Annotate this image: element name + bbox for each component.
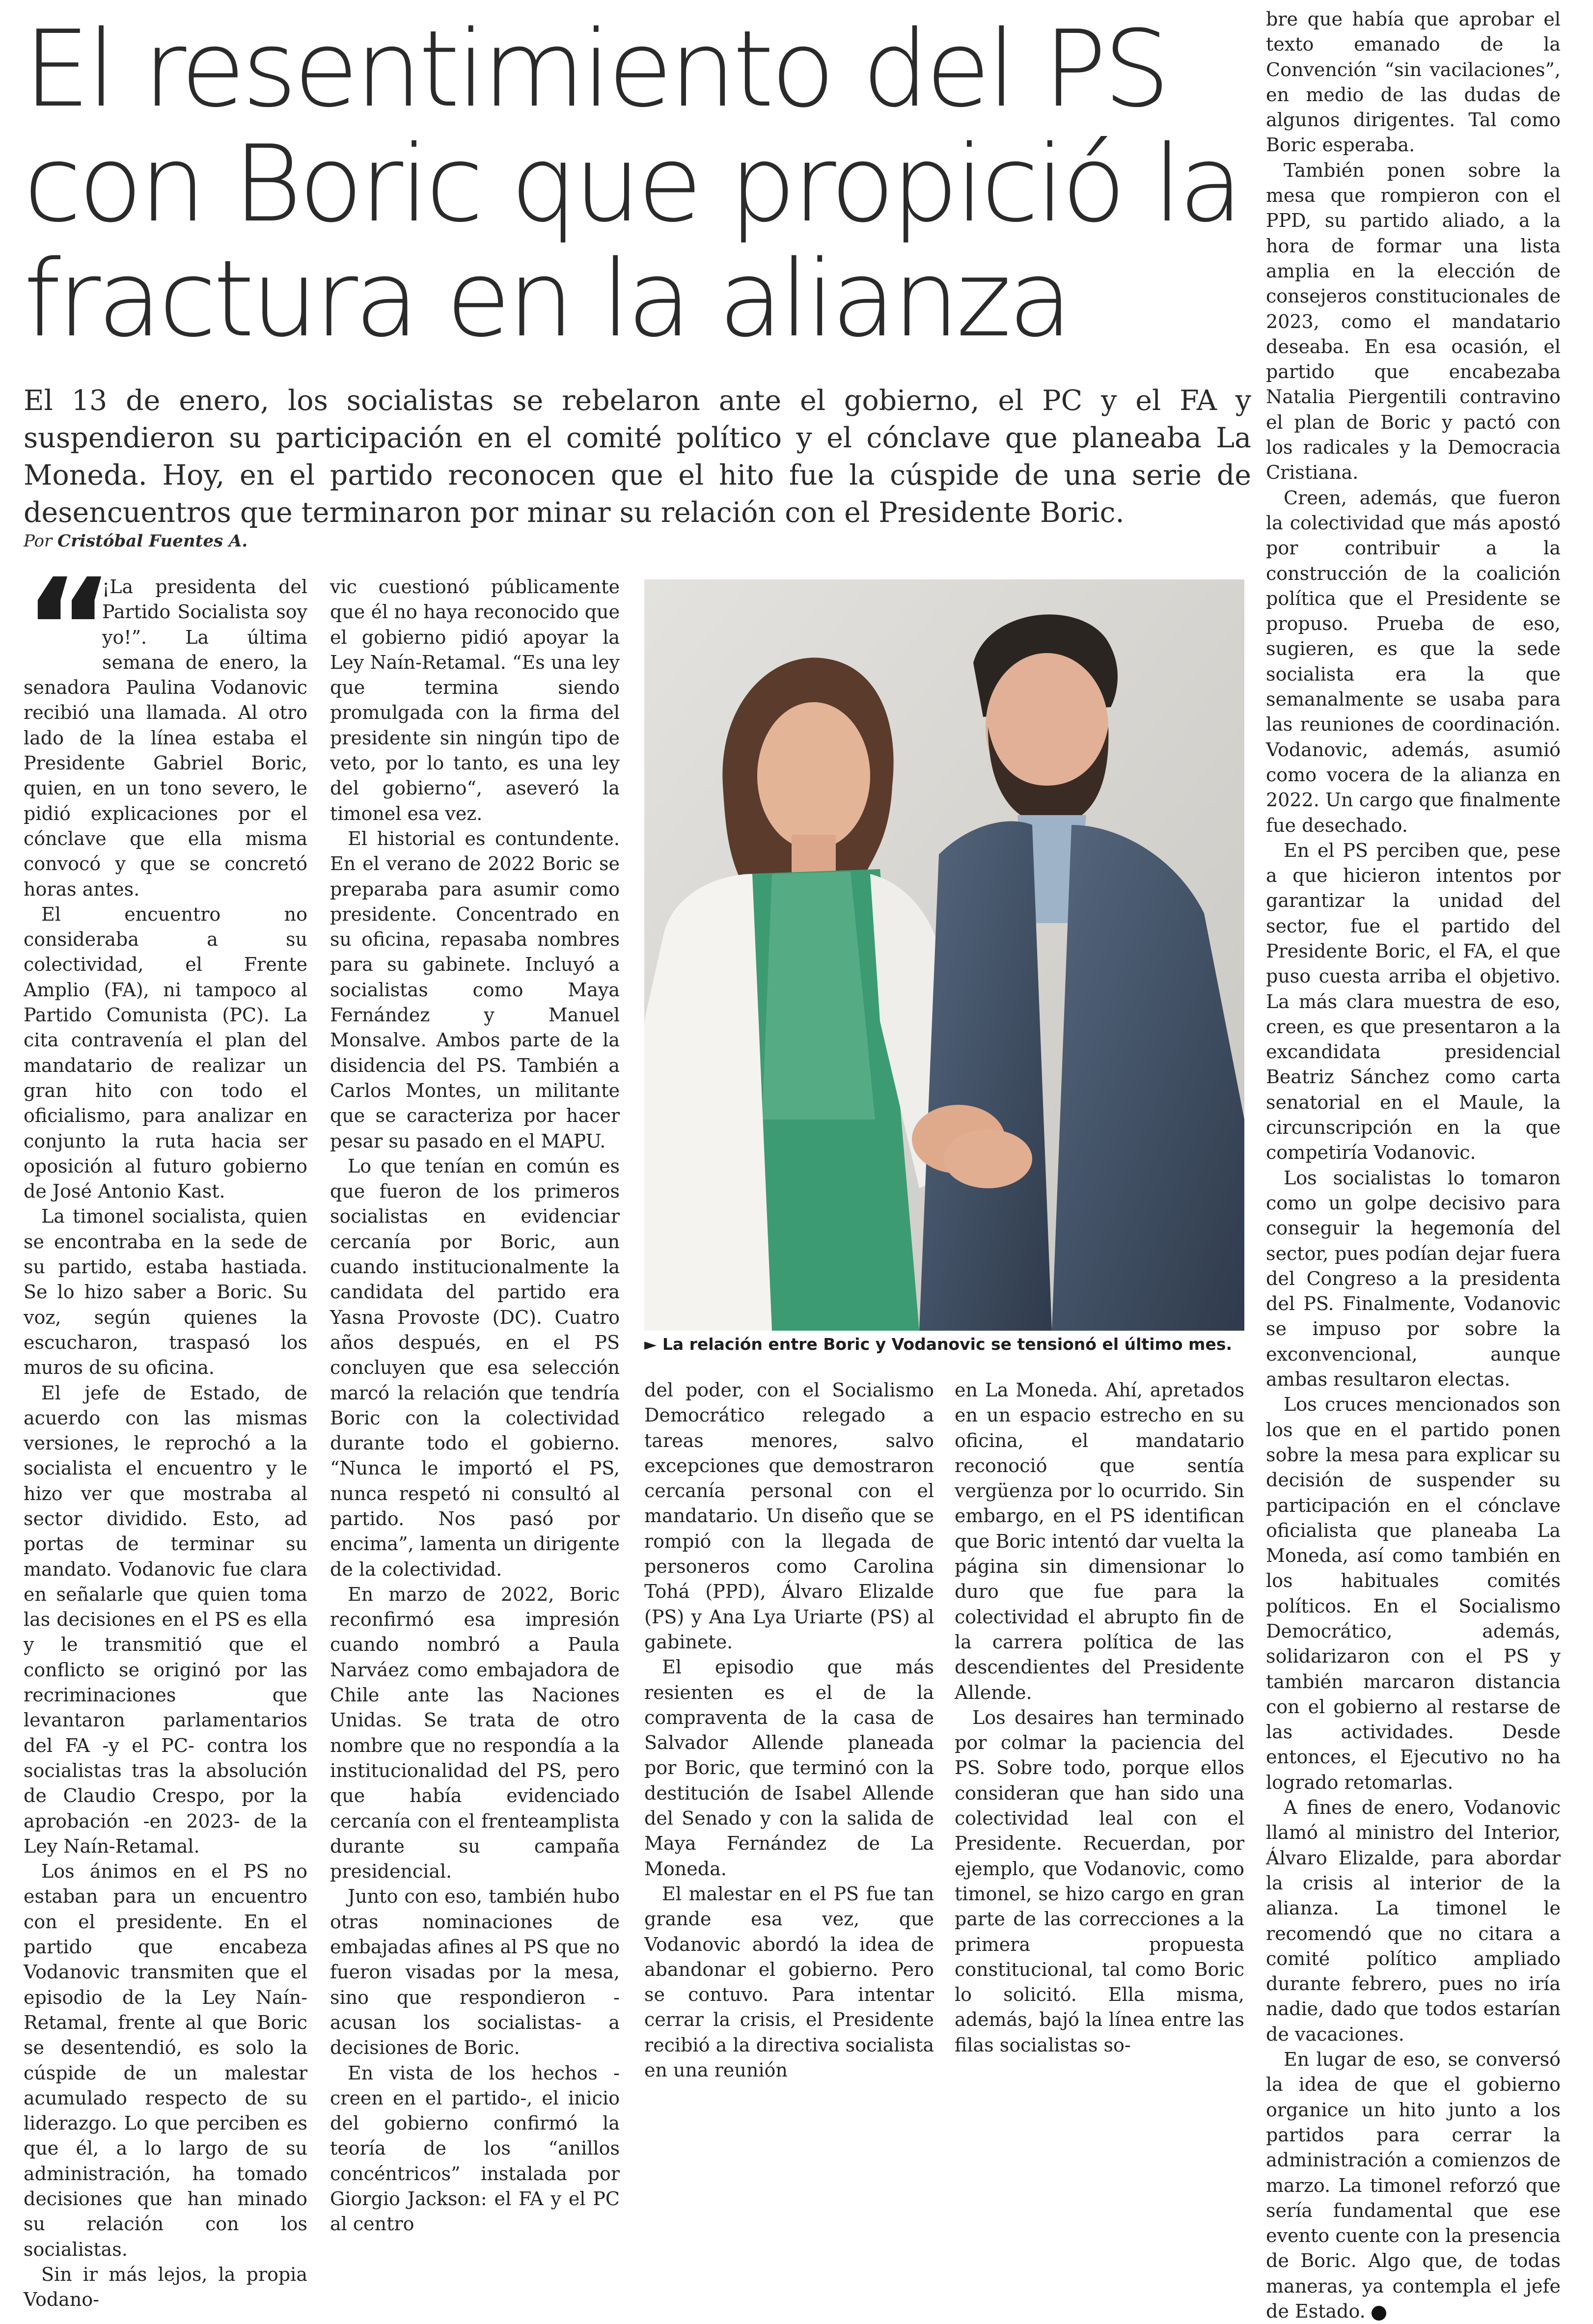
article-column-4 [955, 1378, 1244, 2056]
paragraph: del poder, con el Socialismo Democrático relegado a tareas menores, salvo excepciones que demostraron cercanía personal con el mandatario. Un diseño que se rompió con la llegada de personeros como Carolina Tohá (PPD), Álvaro Elizalde (PS) y Ana Lya Uriarte (PS) al gabinete. [644, 1379, 934, 1653]
paragraph: En el PS perciben que, pese a que hicieron intentos por garantizar la unidad del sector, fue el partido del Presidente Boric, el FA, el que puso cuesta arriba el objetivo. La más clara muestra de eso, creen, es que presentaron a la excandidata presidencial Beatriz Sánchez como carta senatorial en el Maule, la circunscripción en la que competiría Vodanovic. [1266, 839, 1561, 1164]
paragraph: vic cuestionó públicamente que él no haya reconocido que el gobierno pidió apoyar la Ley Naín-Retamal. “Es una ley que termina siendo promulgada con la firma del presidente sin ningún tipo de veto, por lo tanto, es una ley del gobierno“, aseveró la timonel esa vez. [330, 576, 620, 824]
paragraph: bre que había que aprobar el texto emanado de la Convención “sin vacilaciones”, en medio de las dudas de algunos dirigentes. Tal como Boric esperaba. [1266, 8, 1561, 156]
byline [24, 531, 247, 551]
paragraph: En vista de los hechos -creen en el partido-, el inicio del gobierno confirmó la teoría de los “anillos concéntricos” instalada por Giorgio Jackson: el FA y el PC al centro [330, 2062, 620, 2235]
byline-author: Cristóbal Fuentes A. [57, 531, 248, 551]
paragraph: El historial es contundente. En el verano de 2022 Boric se preparaba para asumir como presidente. Concentrado en su oficina, repasaba nombres para su gabinete. Incluyó a socialistas como Maya Fernández y Manuel Monsalve. Ambos parte de la disidencia del PS. También a Carlos Montes, un militante que se caracteriza por hacer pesar su pasado en el MAPU. [330, 827, 620, 1152]
paragraph-text: En lugar de eso, se conversó la idea de que el gobierno organice un hito junto a los partidos para cerrar la administración a comienzos de marzo. La timonel reforzó que sería fundamental que ese evento cuente con la presencia de Boric. Algo que, de todas maneras, ya contempla el jefe de Estado. [1266, 2049, 1561, 2323]
article-photo [644, 579, 1244, 1331]
opening-quote-mark: “ [24, 549, 105, 710]
paragraph: También ponen sobre la mesa que rompieron con el PPD, su partido aliado, a la hora de formar una lista amplia en la elección de consejeros constitucionales de 2023, como el mandatario deseaba. En esa ocasión, el partido que encabezaba Natalia Piergentili contravino el plan de Boric y pactó con los radicales y la Democracia Cristiana. [1266, 159, 1561, 484]
byline-prefix: Por [24, 531, 53, 551]
paragraph: Sin ir más lejos, la propia Vodano- [24, 2263, 307, 2311]
headline [24, 7, 1251, 360]
photo-caption: ► La relación entre Boric y Vodanovic se tensionó el último mes. [644, 1335, 1233, 1354]
paragraph: A fines de enero, Vodanovic llamó al ministro del Interior, Álvaro Elizalde, para abordar la crisis al interior de la alianza. La timonel le recomendó que no citara a comité político ampliado durante febrero, pues no iría nadie, dado que todos estarían de vacaciones. [1266, 1797, 1561, 2045]
paragraph: Junto con eso, también hubo otras nominaciones de embajadas afines al PS que no fueron visadas por la mesa, sino que respondieron -acusan los socialistas- a decisiones de Boric. [330, 1886, 620, 2059]
article-column-2 [330, 574, 620, 2235]
article-column-1 [24, 549, 307, 2311]
paragraph: Los cruces mencionados son los que en el partido ponen sobre la mesa para explicar su decisión de suspender su participación en el cónclave oficialista que planeaba La Moneda, así como también en los habituales comités políticos. En el Socialismo Democrático, además, solidarizaron con el PS y también marcaron distancia con el gobierno al restarse de las actividades. Desde entonces, el Ejecutivo no ha logrado retomarlas. [1266, 1394, 1561, 1793]
deck-summary: El 13 de enero, los socialistas se rebelaron ante el gobierno, el PC y el FA y suspendieron su participación en el comité político y el cónclave que planeaba La Moneda. Hoy, en el partido reconocen que el hito fue la cúspide de una serie de desencuentros que terminaron por minar su relación con el Presidente Boric. [24, 384, 1251, 529]
paragraph: en La Moneda. Ahí, apretados en un espacio estrecho en su oficina, el mandatario reconoció que sentía vergüenza por lo ocurrido. Sin embargo, en el PS identifican que Boric intentó dar vuelta la página sin dimensionar lo duro que fue para la colectividad el abrupto fin de la carrera política de las descendientes del Presidente Allende. [955, 1379, 1244, 1703]
final-paragraph [1266, 2047, 1561, 2324]
paragraph: La timonel socialista, quien se encontraba en la sede de su partido, estaba hastiada. Se lo hizo saber a Boric. Su voz, según quienes la escucharon, traspasó los muros de su oficina. [24, 1205, 307, 1379]
headline-line: con Boric que propició la [24, 122, 1240, 246]
headline-line: El resentimiento del PS [24, 7, 1167, 131]
paragraph: Lo que tenían en común es que fueron de los primeros socialistas en evidenciar cercanía por Boric, aun cuando institucionalmente la candidata del partido era Yasna Provoste (DC). Cuatro años después, en el PS concluyen que esa selección marcó la relación que tendría Boric con la colectividad durante todo el gobierno. “Nunca le importó el PS, nunca respetó ni consultó al partido. Nos pasó por encima”, lamenta un dirigente de la colectividad. [330, 1155, 620, 1580]
paragraph: Los ánimos en el PS no estaban para un encuentro con el presidente. En el partido que encabeza Vodanovic transmiten que el episodio de la Ley Naín-Retamal, frente al que Boric se desentendió, es solo la cúspide de un malestar acumulado respecto de su liderazgo. Lo que perciben es que él, a lo largo de su administración, ha tomado decisiones que han minado su relación con los socialistas. [24, 1860, 307, 2260]
article-column-3 [644, 1378, 934, 2081]
headline-line: fractura en la alianza [24, 237, 1070, 360]
paragraph: El malestar en el PS fue tan grande esa vez, que Vodanovic abordó la idea de abandonar el gobierno. Pero se contuvo. Para intentar cerrar la crisis, el Presidente recibió a la directiva socialista en una reunión [644, 1883, 934, 2081]
end-mark-icon [1372, 2306, 1386, 2321]
paragraph: Los socialistas lo tomaron como un golpe decisivo para conseguir la hegemonía del sector, pues podían dejar fuera del Congreso a la presidenta del PS. Finalmente, Vodanovic se impuso por sobre la exconvencional, aunque ambas resultaron electas. [1266, 1167, 1561, 1391]
paragraph: El jefe de Estado, de acuerdo con las mismas versiones, le reprochó a la socialista el encuentro y le hizo ver que mostraba al sector dividido. Esto, ad portas de terminar su mandato. Vodanovic fue clara en señalarle que quien toma las decisiones en el PS es ella y le transmitió que el conflicto se originó por las recriminaciones que levantaron parlamentarios del FA -y el PC- contra los socialistas tras la absolución de Claudio Crespo, por la aprobación -en 2023- de la Ley Naín-Retamal. [24, 1382, 307, 1857]
paragraph: El encuentro no consideraba a su colectividad, el Frente Amplio (FA), ni tampoco al Partido Comunista (PC). La cita contravenía el plan del mandatario de realizar un gran hito con todo el oficialismo, para analizar en conjunto la ruta hacia ser oposición al futuro gobierno de José Antonio Kast. [24, 903, 307, 1203]
paragraph: Creen, además, que fueron la colectividad que más apostó por contribuir a la construcción de la coalición política que el Presidente se propuso. Prueba de eso, sugieren, es que la sede socialista era la que semanalmente se usaba para las reuniones de coordinación. Vodanovic, además, asumió como vocera de la alianza en 2022. Un cargo que finalmente fue desechado. [1266, 487, 1561, 836]
paragraph: En marzo de 2022, Boric reconfirmó esa impresión cuando nombró a Paula Narváez como embajadora de Chile ante las Naciones Unidas. Se trata de otro nombre que no respondía a la institucionalidad del PS, pero que había evidenciado cercanía con el frenteamplista durante su campaña presidencial. [330, 1583, 620, 1883]
paragraph: Los desaires han terminado por colmar la paciencia del PS. Sobre todo, porque ellos consideran que han sido una colectividad leal con el Presidente. Recuerdan, por ejemplo, que Vodanovic, como timonel, se hizo cargo en gran parte de las correcciones a la primera propuesta constitucional, tal como Boric lo solicitó. Ella misma, además, bajó la línea entre las filas socialistas so- [955, 1706, 1244, 2056]
paragraph: El episodio que más resienten es el de la compraventa de la casa de Salvador Allende planeada por Boric, que terminó con la destitución de Isabel Allende del Senado y con la salida de Maya Fernández de La Moneda. [644, 1656, 934, 1880]
photo-illustration [644, 579, 1244, 1331]
paragraph: ¡La presidenta del Partido Socialista soy yo!”. La última semana de enero, la senadora Paulina Vodanovic recibió una llamada. Al otro lado de la línea estaba el Presidente Gabriel Boric, quien, en un tono severo, le pidió explicaciones por el cónclave que ella misma convocó y que se concretó horas antes. [24, 576, 307, 900]
article-column-5 [1266, 7, 1561, 2323]
